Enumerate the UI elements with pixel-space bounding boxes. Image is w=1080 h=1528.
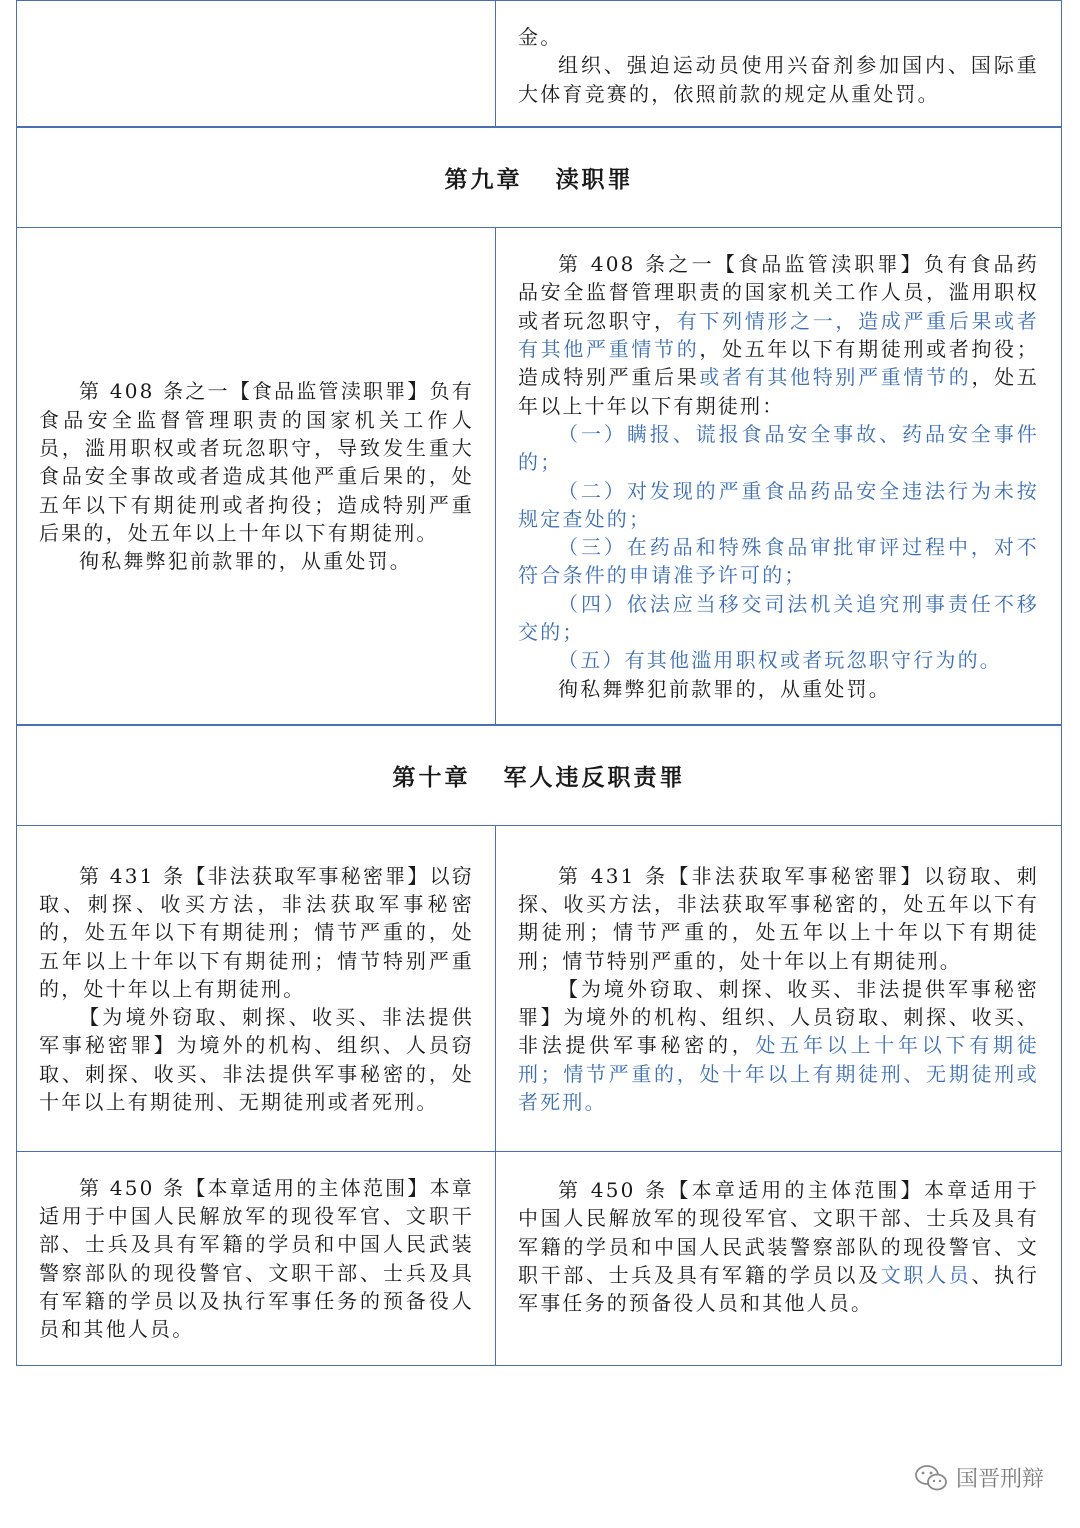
amended-text: 或者有其他特别严重情节的 [699, 365, 972, 390]
text-run: ，处五年以下有期徒刑或者拘役；造成特别严重后果 [518, 337, 1040, 390]
chapter-title: 第九章 渎职罪 [444, 167, 634, 193]
table-row [16, 1151, 1062, 1366]
paragraph: 徇私舞弊犯前款罪的，从重处罚。 [79, 549, 412, 574]
table-row [16, 227, 1062, 726]
wechat-icon [914, 1464, 948, 1492]
cell-new [495, 0, 1062, 128]
text-run: 第 450 条【本章适用的主体范围】本章适用于中国人民解放军的现役军官、文职干部、士兵及具有军籍的学员和中国人民武装警察部队的现役警官、文职干部、士兵及具有军籍的学员以及 [518, 1178, 1039, 1287]
cell-old [16, 227, 497, 726]
chapter-title: 第十章 军人违反职责罪 [392, 765, 686, 791]
list-item: （三）在药品和特殊食品审批审评过程中，对不符合条件的申请准予许可的； [518, 535, 1039, 588]
list-item: （四）依法应当移交司法机关追究刑事责任不移交的； [518, 591, 1039, 644]
brand-name: 国晋刑辩 [955, 1467, 1044, 1492]
table-row [16, 0, 1062, 128]
cell-old [16, 0, 497, 128]
cell-new [495, 227, 1062, 726]
paragraph: 【为境外窃取、刺探、收买、非法提供军事秘密罪】为境外的机构、组织、人员窃取、刺探、收买、非法提供军事秘密的，处十年以上有期徒刑、无期徒刑或者死刑。 [39, 1005, 474, 1115]
list-item: （一）瞒报、谎报食品安全事故、药品安全事件的； [518, 421, 1039, 475]
list-item: （五）有其他滥用职权或者玩忽职守行为的。 [558, 648, 1002, 673]
paragraph [518, 250, 1039, 420]
paragraph: 第 431 条【非法获取军事秘密罪】以窃取、刺探、收买方法，非法获取军事秘密的，处五年以下有期徒刑；情节严重的，处五年以上十年以下有期徒刑；情节特别严重的，处十年以上有期徒刑。 [518, 863, 1039, 973]
list-item: （二）对发现的严重食品药品安全违法行为未按规定查处的； [518, 478, 1039, 531]
paragraph: 第 450 条【本章适用的主体范围】本章适用于中国人民解放军的现役军官、文职干部、士兵及具有军籍的学员和中国人民武装警察部队的现役警官、文职干部、士兵及具有军籍的学员以及执行军事任务的预备役人员和其他人员。 [39, 1175, 474, 1342]
paragraph: 第 431 条【非法获取军事秘密罪】以窃取、刺探、收买方法，非法获取军事秘密的，处五年以下有期徒刑；情节严重的，处五年以上十年以下有期徒刑；情节特别严重的，处十年以上有期徒刑。 [39, 863, 474, 1001]
text-run: 第 408 条之一【食品监管渎职罪】负有食品药品安全监督管理职责的国家机关工作人员，滥用职权或者玩忽职守， [518, 252, 1039, 333]
text-run: 、执行军事任务的预备役人员和其他人员。 [518, 1262, 1039, 1316]
text-run: 【为境外窃取、刺探、收买、非法提供军事秘密罪】为境外的机构、组织、人员窃取、刺探、收买、非法提供军事秘密的， [518, 976, 1039, 1058]
paragraph: 组织、强迫运动员使用兴奋剂参加国内、国际重大体育竞赛的，依照前款的规定从重处罚。 [518, 53, 1039, 106]
cell-old [16, 825, 497, 1153]
text-run: ，处五年以上十年以下有期徒刑： [518, 365, 1039, 418]
cell-old [16, 1151, 497, 1366]
chapter-heading [16, 126, 1062, 229]
watermark [914, 1462, 1044, 1493]
cell-new [495, 1151, 1062, 1366]
paragraph [518, 1176, 1039, 1317]
cell-new [495, 825, 1062, 1153]
table-row [16, 825, 1062, 1153]
paragraph: 徇私舞弊犯前款罪的，从重处罚。 [558, 676, 891, 701]
amended-text: 处五年以上十年以下有期徒刑；情节严重的，处十年以上有期徒刑、无期徒刑或者死刑。 [518, 1033, 1040, 1115]
paragraph [518, 975, 1039, 1116]
amended-text: 有下列情形之一，造成严重后果或者有其他严重情节的 [518, 308, 1040, 362]
paragraph: 金。 [518, 25, 563, 49]
amended-text: 文职人员 [880, 1262, 972, 1287]
paragraph: 第 408 条之一【食品监管渎职罪】负有食品安全监督管理职责的国家机关工作人员，滥用职权或者玩忽职守，导致发生重大食品安全事故或者造成其他严重后果的，处五年以下有期徒刑或者拘役；造成特别严重后果的，处五年以上十年以下有期徒刑。 [39, 379, 474, 545]
chapter-heading [16, 724, 1062, 827]
